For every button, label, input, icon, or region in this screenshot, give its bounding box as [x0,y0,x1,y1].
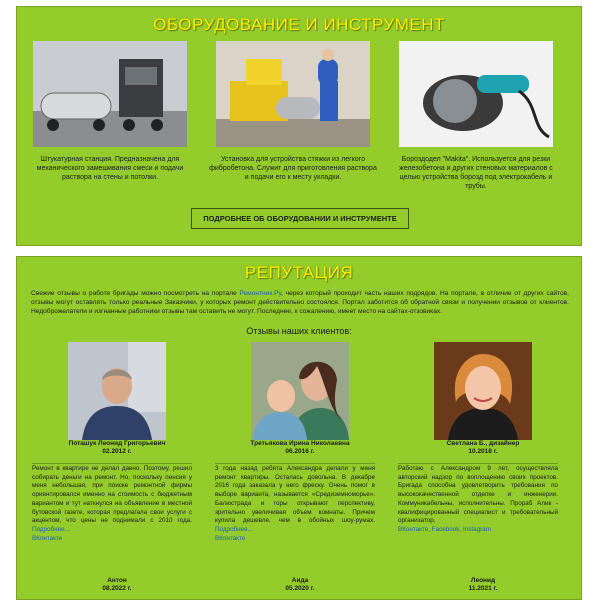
reviewer-name: Светлана Б., дизайнер [446,440,520,447]
equipment-more-button[interactable]: ПОДРОБНЕЕ ОБ ОБОРУДОВАНИИ И ИНСТРУМЕНТЕ [191,208,409,229]
review-body: 3 года назад ребята Александра делали у меня ремонт квартиры. Осталась довольна. В декабре 2016 года заказала у него фреску. Очень помог в выборе варианта, называется «Средиземноморье». Балюстрада и горы открывают перспективу, зрительно увеличивая объем комнаты. Причем купила дешевле, чем в обойных шоу-румах. [215,465,375,525]
intro-text: , через который проходит часть наших подрядов. На портале, в отличие от других сайтов, отзывы могут оставлять только реальные Заказчики, у которых ремонт действительно состоялся. Портал заботится об обратной связи и получении отзывов от клиентов. Недоброжелатели и изгнанные работники отзывы там оставить не могут. Последнее, к сожалению, имеет место на сайтах-отзовиках. [31,290,569,315]
reviewer-date: 06.2016 г. [285,448,315,455]
review-social-link[interactable]: ВКонтакте [215,534,246,542]
review-signature-name: Аида [291,577,309,584]
review-body: Ремонт в квартире не делал давно. Поэтому, решил собирать деньги на ремонт. Но, поскольку пенсия у меня небольшая, при поиске ремонтной фирмы ориентировался именно на стоимость с бюджетным вариантом и тут наткнулся на объявление в местной бутовской газете, которая предлагала свои услуги с акцентом, что цены не поднимали с 2010 года. [32,465,192,525]
review-signature-name: Леонид [470,577,496,584]
equipment-caption: Установка для устройства стяжки из легкого фибробетона. Служит для приготовления раствора и подачи его к месту укладки. [209,156,377,181]
equipment-section [16,6,582,246]
intro-text: Свежие отзывы о работе бригады можно посмотреть на портале [31,290,240,297]
reviewer-date: 10.2018 г. [468,448,498,455]
divider [398,463,558,464]
screed-machine-photo [216,41,370,147]
review-more-link[interactable]: Подробнее... [215,525,253,533]
equipment-caption: Штукатурная станция. Предназначена для механического замешивания смеси и подачи раствора на стены и потолки. [36,156,184,181]
review-text [398,465,558,535]
reviews-subtitle: Отзывы наших клиентов: [246,326,352,336]
review-signature-name: Антон [107,577,127,584]
avatar [68,342,166,440]
divider [215,463,375,464]
review-social-link[interactable]: ВКонтакте [32,534,63,542]
review-body: Работаю с Александром 9 лет, осуществляла авторский надзор по воплощению своих проектов. Бригада способна удовлетворить требования по высококачественной отделке и инженерии. Коммуникабельны, исполнительны. Прораб Алик - квалифицированный специалист и требовательный организатор. [398,465,558,525]
portal-link[interactable]: Ремонтник.Ру [239,290,282,297]
review-more-link[interactable]: Подробнее... [32,525,70,533]
reviewer-date: 02.2012 г. [102,448,132,455]
review-signature-date: 08.2022 г. [102,585,132,592]
review-signature-date: 11.2021 г. [468,585,498,592]
avatar [434,342,532,440]
equipment-caption: Бороздодел "Makita". Используется для резки железобетона и других стеновых материалов с целью устройства борозд под электрокабель и трубы. [399,156,553,190]
review-social-link[interactable]: ВКонтакте, Facebook, Instagram [398,525,491,533]
review-signature-date: 05.2020 г. [285,585,315,592]
review-text [215,465,375,543]
avatar [251,342,349,440]
reviewer-name: Поташук Леонид Григорьевич [68,440,166,447]
plaster-station-photo [33,41,187,147]
review-text [32,465,192,543]
reputation-title: РЕПУТАЦИЯ [244,263,354,282]
equipment-title: ОБОРУДОВАНИЕ И ИНСТРУМЕНТ [153,15,445,34]
wall-chaser-photo [399,41,553,147]
divider [32,463,192,464]
reviewer-name: Третьякова Ирина Николаевна [250,440,350,447]
reputation-section [16,256,582,600]
reputation-intro [31,289,569,316]
